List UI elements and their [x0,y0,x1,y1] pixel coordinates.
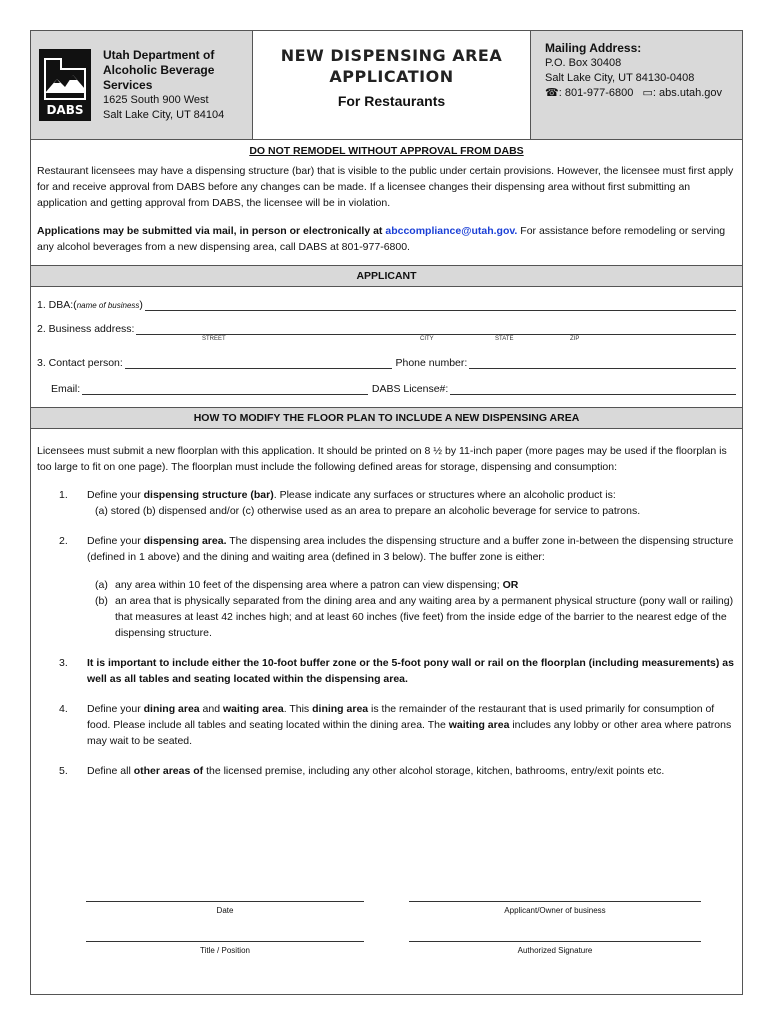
application-form [30,30,743,995]
title-line-3: For Restaurants [337,93,446,109]
submission-text: Applications may be submitted via mail, in person or electronically at [37,225,386,237]
business-address-field[interactable] [136,324,736,335]
phone-icon: ☎: [545,87,562,99]
dba-label: 1. DBA:(name of business) [37,299,143,311]
contact-line [545,86,742,101]
zip-sublabel: ZIP [570,336,580,342]
computer-icon: ▭: [642,87,656,99]
phone-label: Phone number: [395,357,468,369]
website[interactable]: abs.utah.gov [659,87,723,99]
list-item [59,763,736,779]
contact-label: 3. Contact person: [37,357,123,369]
street-sublabel: STREET [202,336,226,342]
utah-mountain-logo-icon [39,49,91,121]
address-row [37,323,736,335]
agency-city: Salt Lake City, UT 84104 [103,108,225,121]
howto-intro: Licensees must submit a new floorplan with this application. It should be printed on 8 ½ by 11-inch paper (more pages may be used if the floorplan is too large to fit on one page). The floorplan must include the following defined areas for storage, dispensing and consumption: [37,445,727,473]
howto-section [31,443,742,779]
city-sublabel: CITY [420,336,434,342]
agency-block [31,31,253,139]
mailing-po: P.O. Box 30408 [545,57,622,69]
applicant-band: APPLICANT [31,265,742,287]
phone-number: 801-977-6800 [564,87,634,99]
contact-row [37,357,736,369]
email-row [37,383,736,395]
phone-number-field[interactable] [469,358,736,369]
item-number: 5. [59,765,68,777]
mailing-address [531,31,742,139]
title-signature-line[interactable]: Title / Position [86,941,364,955]
assistance-text: For assistance before remodeling or serving any alcohol beverages from a new dispensing area, call DABS at 801-977-6800. [37,225,726,253]
applicant-fields [31,299,742,395]
list-item [59,487,736,519]
intro-paragraph-2 [37,223,736,255]
dba-row [37,299,736,311]
email-field[interactable] [82,384,368,395]
license-number-field[interactable] [450,384,736,395]
state-sublabel: STATE [495,336,514,342]
title-line-1: NEW DISPENSING AREA [280,46,503,65]
item-text: Define your dispensing structure (bar). Please indicate any surfaces or structures where an alcoholic product is: (a) stored (b) dispensed and/or (c) otherwise used as an area to prepare an alcoholic beverage for service to patrons. [87,487,736,519]
title-line-2: APPLICATION [329,67,454,86]
list-item [59,655,736,687]
address-label: 2. Business address: [37,323,135,335]
mailing-city: Salt Lake City, UT 84130-0408 [545,72,695,84]
intro-section [31,157,742,255]
email-label: Email: [51,383,81,395]
sub-item-b: (b) an area that is physically separated from the dining area and any waiting area by a permanent physical structure (pony wall or railing) that measures at least 42 inches high; and at least 60 inches (five feet) from the inside edge of the barrier to the nearest edge of the dispensing structure. [95,595,734,639]
applicant-signature-line[interactable]: Applicant/Owner of business [409,901,701,915]
item-text: Define your dining area and waiting area. This dining area is the remainder of the restaurant that is used primarily for consumption of food. Please include all tables and seating located within the dining area. The waiting area includes any lobby or other area where patrons may wait to be seated. [87,703,732,747]
address-sublabels [37,335,736,345]
agency-name-2: Alcoholic Beverage Services [103,62,215,92]
item-text: It is important to include either the 10-foot buffer zone or the 5-foot pony wall or rail on the floorplan (including measurements) as well as all tables and seating located within the dispensing area. [87,657,734,685]
form-header [31,31,742,140]
item-text: Define your dispensing area. The dispensing area includes the dispensing structure and a buffer zone in-between the dispensing structure (defined in 1 above) and the dining and waiting area (defined in 3 below). The buffer zone is either: (a) any area within 10 feet of the dispensing area where a patron can view dispensing; OR (b) an area that is physically separated from the dining area and any waiting area by a permanent physical structure (pony wall or railing) that measures at least 42 inches high; and at least 60 inches (five feet) from the inside edge of the barrier to the nearest edge of the dispensing structure. [87,533,736,641]
authorized-signature-line[interactable]: Authorized Signature [409,941,701,955]
intro-paragraph-1: Restaurant licensees may have a dispensing structure (bar) that is visible to the public under certain provisions. However, the licensee must first apply for and receive approval from DABS before any changes can be made. If a licensee changes their dispensing area without first submitting an application and getting approval from DABS, the licensee will be in violation. [37,165,734,209]
agency-street: 1625 South 900 West [103,93,209,106]
date-signature-line[interactable]: Date [86,901,364,915]
list-item [59,533,736,641]
item-1-sub: (a) stored (b) dispensed and/or (c) otherwise used as an area to prepare an alcoholic beverage for service to patrons. [95,505,641,517]
item-text: Define all other areas of the licensed premise, including any other alcohol storage, kitchen, bathrooms, entry/exit points etc. [87,765,665,777]
contact-person-field[interactable] [125,358,392,369]
license-label: DABS License#: [371,383,449,395]
agency-address [103,48,252,123]
agency-name-1: Utah Department of [103,47,215,62]
remodel-notice: DO NOT REMODEL WITHOUT APPROVAL FROM DABS [249,145,524,157]
item-number: 4. [59,703,68,715]
compliance-email-link[interactable]: abccompliance@utah.gov. [385,225,518,237]
dba-hint: name of business [76,301,140,310]
item-number: 2. [59,535,68,547]
sub-item-a: (a) any area within 10 feet of the dispensing area where a patron can view dispensing; OR [95,579,519,591]
item-number: 1. [59,489,68,501]
mailing-title: Mailing Address: [545,41,642,55]
logo-text: DABS [46,103,84,117]
item-number: 3. [59,657,68,669]
form-title [253,31,531,139]
list-item [59,701,736,749]
howto-band: HOW TO MODIFY THE FLOOR PLAN TO INCLUDE A NEW DISPENSING AREA [31,407,742,429]
dba-field[interactable] [145,300,736,311]
